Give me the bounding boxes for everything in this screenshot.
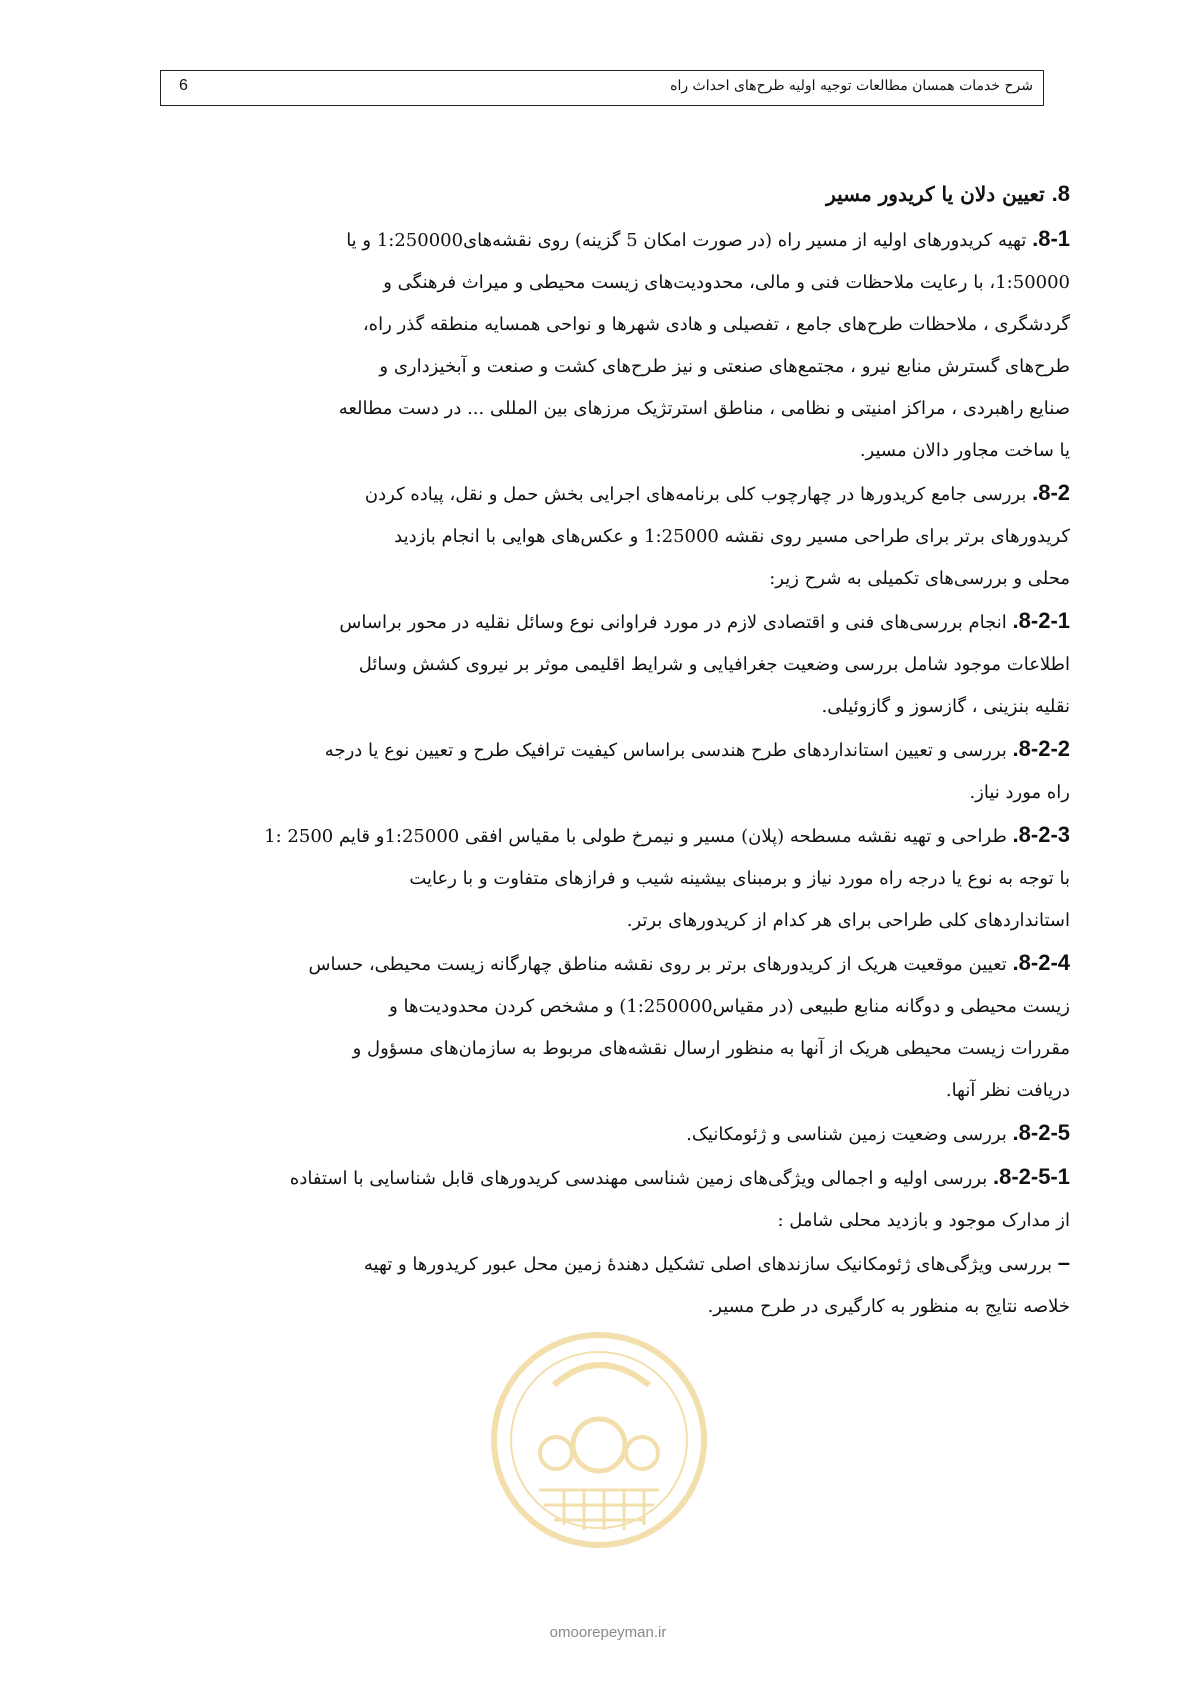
item-number: 8-2-5-1.: [992, 1164, 1070, 1189]
section-title: تعیین دلان یا کریدور مسیر: [826, 182, 1045, 206]
item-text-line: زیست محیطی و دوگانه منابع طبیعی (در مقیاس1:250000) و مشخص کردن محدودیت‌ها و: [389, 996, 1070, 1017]
item-text-line: تعیین موقعیت هریک از کریدورهای برتر بر روی نقشه مناطق چهارگانه زیست محیطی، حساس: [308, 954, 1007, 975]
item-text-line: از مدارک موجود و بازدید محلی شامل :: [777, 1210, 1070, 1231]
item-text-line: بررسی وضعیت زمین شناسی و ژئومکانیک.: [686, 1124, 1007, 1145]
list-item: [170, 1112, 1070, 1156]
item-text-line: با توجه به نوع یا درجه راه مورد نیاز و برمبنای بیشینه شیب و فرازهای متفاوت و با رعایت: [409, 868, 1070, 889]
item-text-line: طرح‌های گسترش منابع نیرو ، مجتمع‌های صنعتی و نیز طرح‌های کشت و صنعت و آبخیزداری و: [379, 356, 1070, 377]
list-item: [170, 942, 1070, 1112]
item-number: 8-2.: [1032, 480, 1070, 505]
section-heading: [170, 176, 1070, 212]
item-text-line: خلاصه نتایج به منظور به کارگیری در طرح مسیر.: [707, 1296, 1070, 1317]
item-text-line: بررسی ویژگی‌های ژئومکانیک سازندهای اصلی تشکیل دهندهٔ زمین محل عبور کریدورها و تهیه: [363, 1254, 1053, 1275]
item-text-line: راه مورد نیاز.: [969, 782, 1070, 803]
document-body: [170, 176, 1070, 1328]
item-text-line: صنایع راهبردی ، مراکز امنیتی و نظامی ، مناطق استرتژیک مرزهای بین المللی ... در دست مطالعه: [338, 398, 1070, 419]
item-text-line: مقررات زیست محیطی هریک از آنها به منظور ارسال نقشه‌های مربوط به سازمان‌های مسؤول و: [352, 1038, 1070, 1059]
item-text-line: محلی و بررسی‌های تکمیلی به شرح زیر:: [769, 568, 1070, 589]
item-number: 8-2-2.: [1012, 736, 1070, 761]
page-number: 6: [179, 77, 188, 94]
item-text-line: طراحی و تهیه نقشه مسطحه (پلان) مسیر و نیمرخ طولی با مقیاس افقی 1:25000و قایم 2500 :1: [264, 826, 1007, 847]
item-number: 8-1.: [1032, 226, 1070, 251]
item-text-line: تهیه کریدورهای اولیه از مسیر راه (در صورت امکان 5 گزینه) روی نقشه‌های1:250000 و یا: [346, 230, 1027, 251]
item-text-line: دریافت نظر آنها.: [945, 1080, 1070, 1101]
item-text-line: استانداردهای کلی طراحی برای هر کدام از کریدورهای برتر.: [626, 910, 1070, 931]
item-text-line: بررسی جامع کریدورها در چهارچوب کلی برنامه‌های اجرایی بخش حمل و نقل، پیاده کردن: [364, 484, 1027, 505]
list-item: [170, 728, 1070, 814]
item-text-line: 1:50000، با رعایت ملاحظات فنی و مالی، محدودیت‌های زیست محیطی و میراث فرهنگی و: [383, 272, 1070, 293]
list-item: [170, 218, 1070, 472]
list-item: [170, 814, 1070, 942]
item-number: 8-2-1.: [1012, 608, 1070, 633]
item-number: 8-2-5.: [1012, 1120, 1070, 1145]
item-number: 8-2-3.: [1012, 822, 1070, 847]
watermark-logo: [484, 1325, 714, 1555]
item-number: 8-2-4.: [1012, 950, 1070, 975]
list-item: [170, 600, 1070, 728]
item-text-line: انجام بررسی‌های فنی و اقتصادی لازم در مورد فراوانی نوع وسائل نقلیه در محور براساس: [339, 612, 1007, 633]
item-text-line: کریدورهای برتر برای طراحی مسیر روی نقشه 1:25000 و عکس‌های هوایی با انجام بازدید: [394, 526, 1070, 547]
item-number: –: [1057, 1250, 1070, 1275]
list-item: [170, 1242, 1070, 1328]
item-text-line: اطلاعات موجود شامل بررسی وضعیت جغرافیایی و شرایط اقلیمی موثر بر نیروی کشش وسائل: [358, 654, 1070, 675]
item-text-line: یا ساخت مجاور دالان مسیر.: [859, 440, 1070, 461]
page-header: [160, 70, 1044, 106]
header-title: شرح خدمات همسان مطالعات توجیه اولیه طرح‌های احداث راه: [670, 78, 1033, 94]
item-text-line: بررسی اولیه و اجمالی ویژگی‌های زمین شناسی مهندسی کریدورهای قابل شناسایی با استفاده: [289, 1168, 988, 1189]
item-text-line: بررسی و تعیین استانداردهای طرح هندسی براساس کیفیت ترافیک طرح و تعیین نوع یا درجه: [324, 740, 1007, 761]
section-number: 8.: [1051, 181, 1070, 206]
list-item: [170, 1156, 1070, 1242]
item-list: [170, 218, 1070, 1328]
item-text-line: گردشگری ، ملاحظات طرح‌های جامع ، تفصیلی و هادی شهرها و نواحی همسایه منطقه گذر راه،: [362, 314, 1070, 335]
watermark-url: omoorepeyman.ir: [549, 1624, 667, 1641]
item-text-line: نقلیه بنزینی ، گازسوز و گازوئیلی.: [821, 696, 1070, 717]
list-item: [170, 472, 1070, 600]
